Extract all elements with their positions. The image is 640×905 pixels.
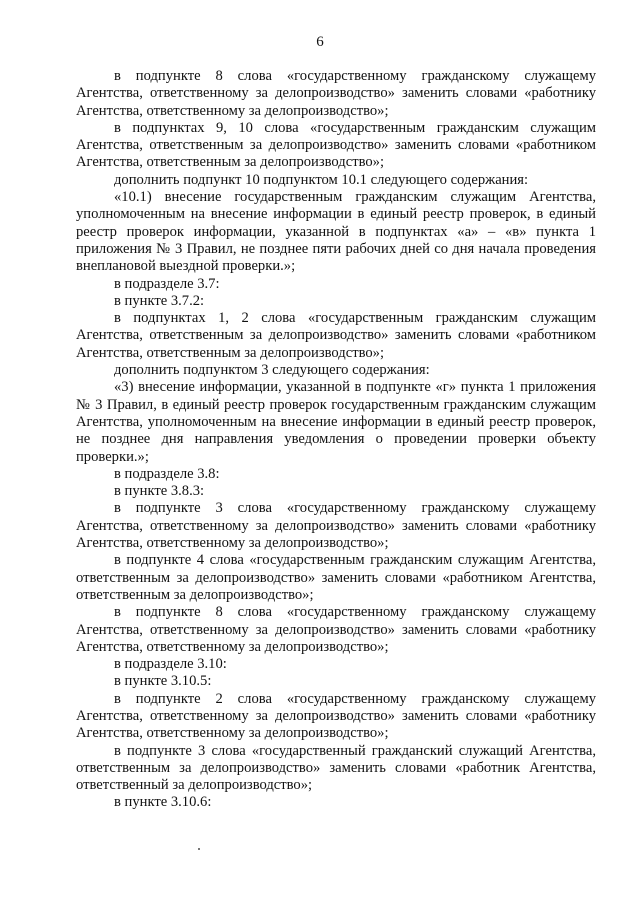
scan-speck bbox=[198, 848, 200, 850]
paragraph: в подпункте 8 слова «государственному гражданскому служащему Агентства, ответственному за делопроизводство» заменить словами «работнику Агентства, ответственному за делопроизводство»; bbox=[76, 604, 596, 655]
paragraph: в подразделе 3.8: bbox=[114, 465, 220, 482]
paragraph: в подпункте 3 слова «государственный гражданский служащий Агентства, ответственным за делопроизводство» заменить словами «работник Агентства, ответственный за делопроизводство»; bbox=[76, 742, 596, 794]
paragraph: в подразделе 3.10: bbox=[114, 656, 227, 673]
paragraph: в подпункте 8 слова «государственному гражданскому служащему Агентства, ответственному за делопроизводство» заменить словами «работнику Агентства, ответственному за делопроизводство»; bbox=[76, 68, 596, 119]
paragraph: «3) внесение информации, указанной в подпункте «г» пункта 1 приложения № 3 Правил, в единый реестр проверок государственным гражданским служащим Агентства, уполномоченным на внесение информации в единый реестр проверок, не позднее дня направления уведомления о проведении проверки объекту проверки.»; bbox=[76, 379, 596, 465]
paragraph: в пункте 3.10.5: bbox=[114, 673, 212, 690]
paragraph: в подпунктах 1, 2 слова «государственным гражданским служащим Агентства, ответственным за делопроизводство» заменить словами «работником Агентства, ответственным за делопроизводство»; bbox=[76, 310, 596, 361]
paragraph: в пункте 3.10.6: bbox=[114, 794, 212, 811]
paragraph: в подпункте 4 слова «государственным гражданским служащим Агентства, ответственным за делопроизводство» заменить словами «работником Агентства, ответственным за делопроизводство»; bbox=[76, 552, 596, 603]
paragraph: дополнить подпунктом 3 следующего содержания: bbox=[114, 362, 430, 379]
paragraph: «10.1) внесение государственным гражданским служащим Агентства, уполномоченным на внесение информации в единый реестр проверок, в единый реестр проверок информации, указанной в подпунктах «а» – «в» пункта 1 приложения № 3 Правил, не позднее пяти рабочих дней со дня начала проведения внеплановой выездной проверки.»; bbox=[76, 189, 596, 275]
paragraph: в пункте 3.7.2: bbox=[114, 292, 205, 309]
paragraph: дополнить подпункт 10 подпунктом 10.1 следующего содержания: bbox=[114, 171, 529, 188]
paragraph: в подразделе 3.7: bbox=[114, 275, 220, 292]
paragraph: в подпункте 3 слова «государственному гражданскому служащему Агентства, ответственному за делопроизводство» заменить словами «работнику Агентства, ответственному за делопроизводство»; bbox=[76, 500, 596, 552]
paragraph: в подпункте 2 слова «государственному гражданскому служащему Агентства, ответственному за делопроизводство» заменить словами «работнику Агентства, ответственному за делопроизводство»; bbox=[76, 690, 596, 742]
paragraph: в подпунктах 9, 10 слова «государственным гражданским служащим Агентства, ответственным за делопроизводство» заменить словами «работником Агентства, ответственным за делопроизводство»; bbox=[76, 119, 596, 171]
page-number: 6 bbox=[316, 34, 324, 50]
paragraph: в пункте 3.8.3: bbox=[114, 483, 205, 500]
document-body bbox=[76, 68, 596, 812]
